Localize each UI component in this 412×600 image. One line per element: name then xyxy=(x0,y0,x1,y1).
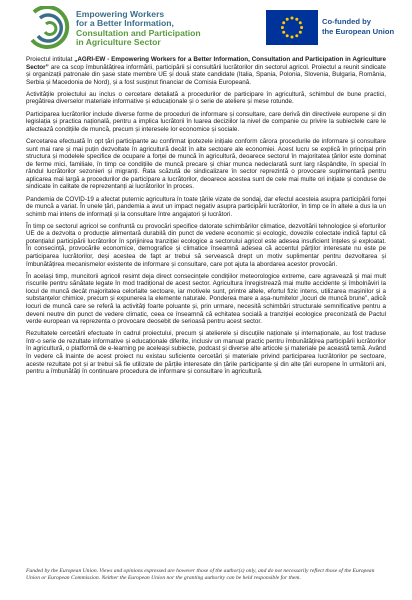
paragraph-intro xyxy=(26,56,386,86)
project-title: „AGRI-EW - Empowering Workers for a Better Information, Consultation and Participation in Agriculture Sector” xyxy=(26,56,386,71)
eu-caption xyxy=(322,17,412,37)
logo-line-1: Empowering Workers xyxy=(76,9,165,19)
paragraph-participation: Participarea lucrătorilor include diverse forme de proceduri de informare și consultare, care derivă din directivele europene și din legislația și practica națională, pentru a implica lucrătorii în luarea deciziilor la nivel de companie cu privire la subiectele care le afectează condițiile de muncă, precum și interesele lor economice și sociale. xyxy=(26,110,386,133)
project-logo-text xyxy=(76,10,254,48)
page-header xyxy=(26,6,395,52)
paragraph-results: Rezultatele cercetării efectuate în cadrul proiectului, precum și atelierele și discuțiile naționale și internaționale, au fost traduse într-o serie de rezultate informative și educaționale diferite, inclusiv un manual practic pentru îmbunătățirea participării lucrătorilor în agricultură, o platformă de e-learning pe aceleași subiecte, podcast și diverse alte articole și materiale pe această temă. Având în vedere că lnainte de acest proiect nu existau suficiente cercetări și materiale privind participarea lucrătorilor pe sectoare, aceste rezultate pot și ar trebui să fie utilizate de părțile interesate din țările participante și din alte țări europene în următorii ani, pentru a îmbunătăți în continuare procedura de informare și consultare în agricultură. xyxy=(26,330,386,376)
logo-line-2: for a Better Information, xyxy=(76,18,174,29)
logo-line-3: Consultation and Participation xyxy=(76,27,201,38)
paragraph-activities: Activitățile proiectului au inclus o cercetare detaliată a procedurilor de participare în agricultură, schimbul de bune practici, pregătirea diverselor materiale informative și educaționale și o serie de ateliere și mese rotunde. xyxy=(26,90,386,106)
document-body xyxy=(26,56,386,380)
funding-disclaimer: Funded by the European Union. Views and opinions expressed are however those of the author(s) only, and do not necessarily reflect those of the European Union or European Commission. Neither the European Union nor the granting authority can be held responsible for them. xyxy=(26,568,375,581)
paragraph-climate: În același timp, muncitorii agricoli resimt deja direct consecințele condițiilor meteorologice extreme, care agravează și mai mult riscurile pentru sănătate legate în mod tradițional de acest sector. Agricultura înregistrează mai multe accidente și îmbolnăviri la locul de muncă decât majoritatea celorlalte sectoare, iar motivele sunt, printre altele, efortul fizic intens, utilizarea mașinilor și a substanțelor chimice, precum și expunerea la elemente naturale. Ponderea mare a așa-numitelor „locuri de muncă brune”, adică locuri de muncă care se referă la activități foarte poluante și, prin urmare, necesită schimbări structurale semnificative pentru a deveni neutre din punct de vedere climatic, ceea ce înseamnă că echitatea socială a tranziției ecologice preconizată de Pactul verde european va reprezenta o provocare deosebit de serioasă pentru acest sector. xyxy=(26,272,386,326)
eu-cofunding-badge xyxy=(266,10,412,46)
paragraph-covid: Pandemia de COVID-19 a afectat puternic agricultura în toate țările vizate de sondaj, dar efectul acesteia asupra participării forței de muncă a variat. În unele țări, pandemia a avut un impact negativ asupra participării lucrătorilor, în timp ce în altele a dus la un schimb mai intens de informații și la consultare între angajatori și lucrători. xyxy=(26,195,386,218)
paragraph-challenges: În timp ce sectorul agricol se confruntă cu provocări specifice datorate schimbărilor climatice, dezvoltării tehnologice și eforturilor UE de a dezvolta o producție alimentară durabilă din punct de vedere economic și ecologic, dovezile colectate indică faptul că potențialul participării lucrătorilor în sprijinirea tranziției ecologice a sectorului agricol este adesea insuficient înțeles și exploatat. În consecință, provocările economice, demografice și climatice înseamnă adesea că accentul părților interesate nu este pe participarea lucrătorilor, deși acestea de fapt ar trebui să servească drept un motiv suplimentar pentru dezvoltarea și îmbunătățirea mecanismelor existente de informare și consultare, care pot ajuta la abordarea acestor provocări. xyxy=(26,222,386,268)
eu-caption-line-1: Co-funded by xyxy=(322,17,371,26)
paragraph-research: Cercetarea efectuată în opt țări participante au confirmat ipotezele inițiale conform cărora procedurile de informare și consultare sunt mai rare și mai puțin dezvoltate în agricultură decât în alte sectoare ale economiei. Acest lucru se explică în principal prin structura și modelele specifice de ocupare a forței de muncă în agricultură, deoarece sectorul în majoritatea țărilor este dominat de ferme mici, familiale, în timp ce condițiile de muncă precare și chiar munca nedeclarată sunt larg răspândite, în special în rândul lucrătorilor sezonieri și migranți. Rata scăzută de sindicalizare în sector reprezintă o provocare suplimentară pentru aplicarea mai largă a procedurilor de participare a lucrătorilor, deoarece acestea sunt de cele mai multe ori inițiate și conduse de sindicate în calitate de reprezentanți ai lucrătorilor în proces. xyxy=(26,137,386,191)
intro-suffix: are ca scop îmbunătățirea informării, participării și consultării lucrătorilor din sectorul agricol. Proiectul a reunit sindicate și organizații patronale din șase state membre UE și două state candidate (Italia, Spania, Polonia, Slovenia, Bulgaria, România, Serbia și Macedonia de Nord), și a fost susținut financiar de Comisia Europeană. xyxy=(26,63,386,86)
agri-ew-logo-icon xyxy=(26,6,74,52)
eu-flag-icon xyxy=(266,10,318,45)
eu-caption-line-2: the European Union xyxy=(322,27,395,36)
intro-prefix: Proiectul intitulat xyxy=(26,56,75,63)
logo-line-4: in Agriculture Sector xyxy=(76,37,161,48)
